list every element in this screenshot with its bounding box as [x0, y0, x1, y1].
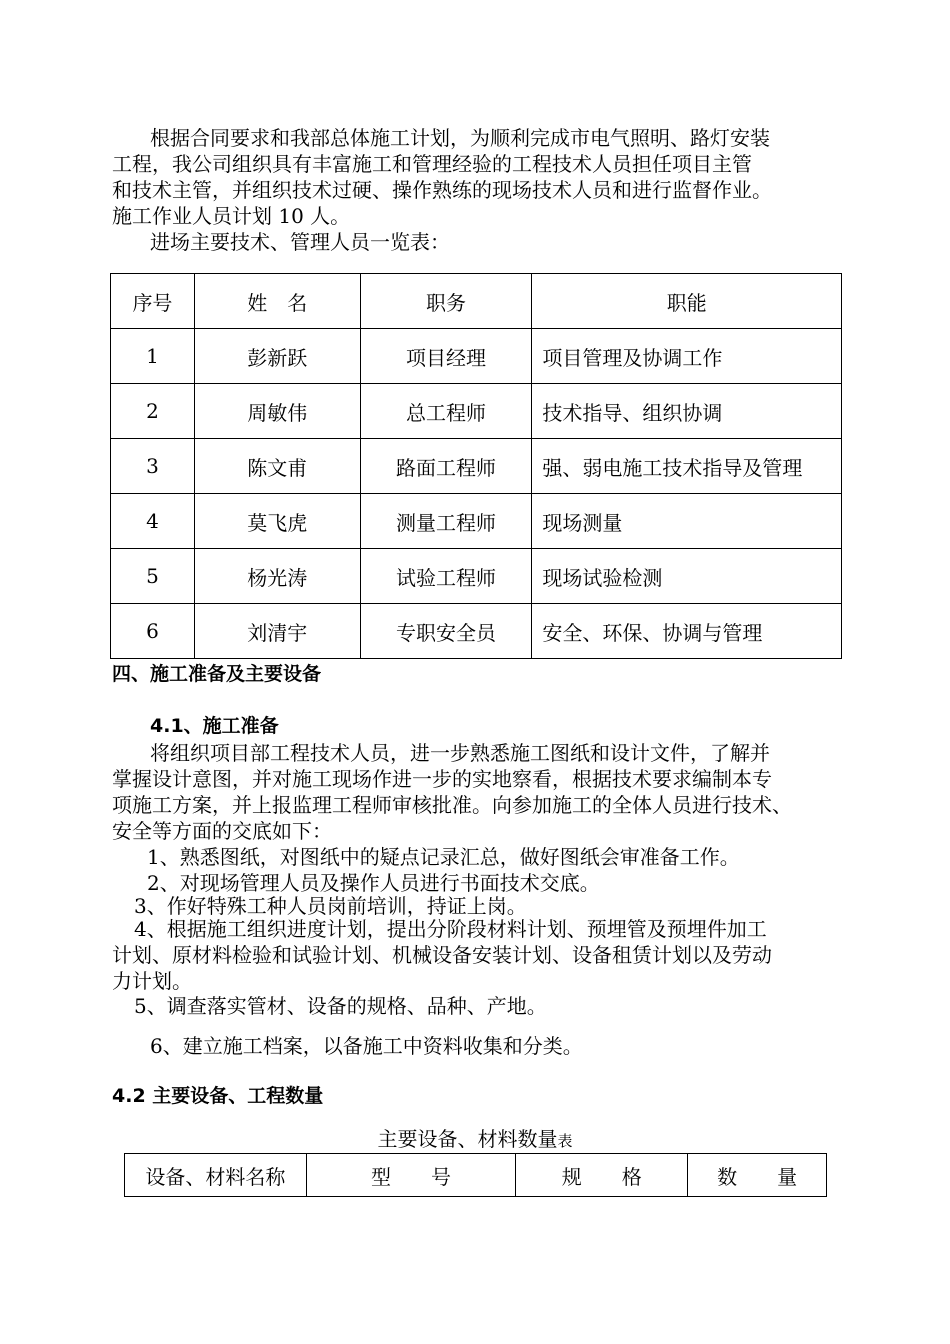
list-item-continued: 计划、原材料检验和试验计划、机械设备安装计划、设备租赁计划以及劳动 [112, 943, 772, 967]
header-name: 姓 名 [194, 274, 360, 329]
row-index: 2 [111, 384, 195, 439]
section-title: 四、施工准备及主要设备 [112, 663, 322, 685]
table-row [111, 494, 842, 549]
row-index: 3 [111, 439, 195, 494]
list-item: 3、作好特殊工种人员岗前培训，持证上岗。 [134, 894, 527, 918]
equipment-table-header [125, 1154, 827, 1197]
table-row [111, 439, 842, 494]
row-position: 试验工程师 [360, 549, 532, 604]
header-quantity: 数 量 [688, 1154, 827, 1197]
row-function: 现场测量 [532, 494, 842, 549]
row-name: 彭新跃 [194, 329, 360, 384]
equipment-caption-suffix: 表 [557, 1132, 573, 1150]
list-item: 6、建立施工档案，以备施工中资料收集和分类。 [150, 1034, 583, 1058]
equipment-caption-main: 主要设备、材料数量 [377, 1127, 558, 1151]
row-index: 1 [111, 329, 195, 384]
list-item: 2、对现场管理人员及操作人员进行书面技术交底。 [147, 871, 600, 895]
row-position: 总工程师 [360, 384, 532, 439]
intro-line-2: 工程，我公司组织具有丰富施工和管理经验的工程技术人员担任项目主管 [112, 152, 752, 176]
staff-table [110, 273, 842, 659]
list-item: 5、调查落实管材、设备的规格、品种、产地。 [134, 994, 547, 1018]
row-function: 项目管理及协调工作 [532, 329, 842, 384]
row-position: 路面工程师 [360, 439, 532, 494]
subsection-4-1-title: 4.1、施工准备 [150, 715, 279, 737]
paragraph-line-1: 将组织项目部工程技术人员，进一步熟悉施工图纸和设计文件，了解并 [150, 741, 770, 765]
paragraph-line-4: 安全等方面的交底如下： [112, 819, 332, 843]
row-name: 周敏伟 [194, 384, 360, 439]
list-item-continued: 力计划。 [112, 969, 192, 993]
table-row [111, 549, 842, 604]
equipment-table [124, 1153, 827, 1197]
row-name: 莫飞虎 [194, 494, 360, 549]
intro-line-4: 施工作业人员计划 10 人。 [112, 204, 351, 228]
row-name: 陈文甫 [194, 439, 360, 494]
row-index: 4 [111, 494, 195, 549]
row-position: 测量工程师 [360, 494, 532, 549]
table-row [111, 384, 842, 439]
header-function: 职能 [532, 274, 842, 329]
row-position: 项目经理 [360, 329, 532, 384]
staff-table-header [111, 274, 842, 329]
header-model: 型 号 [306, 1154, 516, 1197]
row-position: 专职安全员 [360, 604, 532, 659]
row-index: 5 [111, 549, 195, 604]
row-function: 技术指导、组织协调 [532, 384, 842, 439]
header-index: 序号 [111, 274, 195, 329]
list-item: 1、熟悉图纸，对图纸中的疑点记录汇总，做好图纸会审准备工作。 [147, 845, 740, 869]
header-spec: 规 格 [516, 1154, 688, 1197]
row-name: 杨光涛 [194, 549, 360, 604]
row-function: 安全、环保、协调与管理 [532, 604, 842, 659]
paragraph-line-2: 掌握设计意图，并对施工现场作进一步的实地察看，根据技术要求编制本专 [112, 767, 772, 791]
table-row [111, 329, 842, 384]
row-function: 现场试验检测 [532, 549, 842, 604]
intro-line-3: 和技术主管，并组织技术过硬、操作熟练的现场技术人员和进行监督作业。 [112, 178, 772, 202]
header-position: 职务 [360, 274, 532, 329]
header-equipment-name: 设备、材料名称 [125, 1154, 307, 1197]
row-function: 强、弱电施工技术指导及管理 [532, 439, 842, 494]
paragraph-line-3: 项施工方案，并上报监理工程师审核批准。向参加施工的全体人员进行技术、 [112, 793, 792, 817]
staff-table-caption: 进场主要技术、管理人员一览表： [150, 230, 450, 254]
subsection-4-2-title: 4.2 主要设备、工程数量 [112, 1085, 324, 1107]
list-item: 4、根据施工组织进度计划，提出分阶段材料计划、预埋管及预埋件加工 [134, 917, 767, 941]
table-row [111, 604, 842, 659]
row-name: 刘清宇 [194, 604, 360, 659]
equipment-table-caption [0, 1126, 950, 1154]
row-index: 6 [111, 604, 195, 659]
intro-line-1: 根据合同要求和我部总体施工计划，为顺利完成市电气照明、路灯安装 [150, 126, 770, 150]
